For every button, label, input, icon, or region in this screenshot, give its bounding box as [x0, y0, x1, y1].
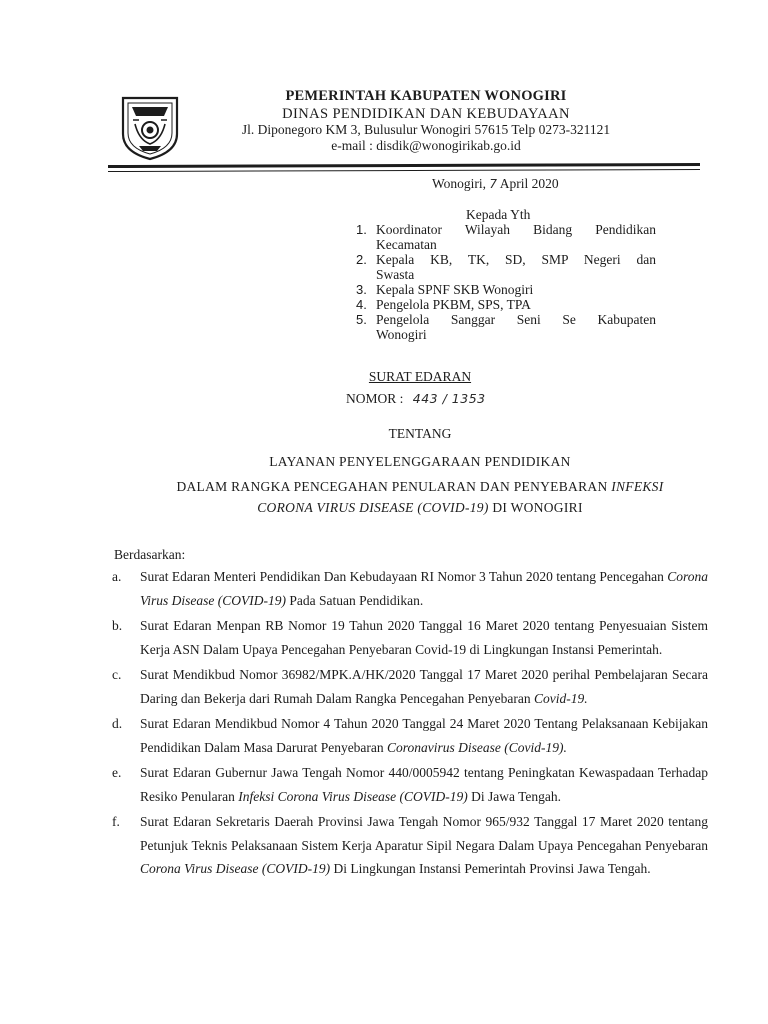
basis-text — [140, 614, 708, 661]
recipient-item — [356, 297, 656, 312]
addressee-heading: Kepada Yth — [466, 207, 531, 222]
recipient-number: 4. — [356, 297, 367, 312]
title-line-2-italic: INFEKSI — [611, 479, 664, 494]
basis-letter: e. — [112, 765, 122, 780]
basis-item — [112, 565, 708, 612]
letterhead-divider-thick — [108, 163, 700, 168]
basis-text — [140, 810, 708, 881]
recipient-list — [356, 222, 656, 342]
circular-number-handwritten: 443 / 1353 — [412, 391, 486, 406]
recipient-line: Kepala KB, TK, SD, SMP Negeri dan — [376, 252, 656, 267]
date-place: Wonogiri, — [432, 176, 487, 191]
recipient-number: 1. — [356, 222, 367, 237]
recipient-item — [356, 222, 656, 252]
title-line-3-italic: CORONA VIRUS DISEASE (COVID-19) — [257, 500, 489, 515]
basis-letter: f. — [112, 814, 120, 829]
title-line-3-plain: DI WONOGIRI — [492, 500, 583, 515]
basis-text-italic: Corona Virus Disease (COVID-19) — [140, 861, 331, 876]
recipient-text — [376, 222, 656, 252]
date-day-handwritten: 7 — [489, 177, 498, 191]
recipient-line: Swasta — [376, 267, 415, 282]
circular-number-label: NOMOR : — [346, 391, 404, 406]
circular-number — [346, 391, 486, 407]
basis-list — [112, 565, 708, 883]
basis-text-plain: Surat Edaran Menteri Pendidikan Dan Kebudayaan RI Nomor 3 Tahun 2020 tentang Pencegahan — [140, 569, 668, 584]
basis-text-plain: Di Jawa Tengah. — [467, 788, 561, 804]
circular-title-line-1: LAYANAN PENYELENGGARAAN PENDIDIKAN — [269, 454, 571, 469]
basis-text-italic: Coronavirus Disease (Covid-19). — [387, 739, 567, 755]
circular-label: SURAT EDARAN — [368, 369, 472, 384]
letter-date — [432, 176, 559, 192]
recipient-number: 5. — [356, 312, 367, 327]
circular-title-line-3 — [140, 500, 700, 516]
recipient-line: Pengelola PKBM, SPS, TPA — [376, 297, 531, 312]
basis-intro: Berdasarkan: — [114, 547, 186, 562]
recipient-item — [356, 252, 656, 282]
basis-item — [112, 761, 708, 808]
basis-letter: d. — [112, 716, 123, 731]
basis-text-plain: Di Lingkungan Instansi Pemerintah Provinsi Jawa Tengah. — [330, 861, 651, 876]
recipient-number: 2. — [356, 252, 367, 267]
recipient-line: Koordinator Wilayah Bidang Pendidikan — [376, 222, 656, 237]
recipient-text — [376, 312, 656, 342]
basis-letter: a. — [112, 569, 122, 584]
basis-text-plain: Surat Mendikbud Nomor 36982/MPK.A/HK/2020 Tanggal 17 Maret 2020 perihal Pembelajaran Secara Daring dan Bekerja dari Rumah Dalam Rangka Pencegahan Penyebaran — [140, 667, 708, 706]
recipient-item — [356, 282, 656, 297]
basis-item — [112, 614, 708, 661]
recipient-line: Wonogiri — [376, 327, 427, 342]
recipient-line: Kepala SPNF SKB Wonogiri — [376, 282, 534, 297]
recipient-line: Pengelola Sanggar Seni Se Kabupaten — [376, 312, 656, 327]
basis-text-plain: Surat Edaran Menpan RB Nomor 19 Tahun 2020 Tanggal 16 Maret 2020 tentang Penyesuaian Sistem Kerja ASN Dalam Upaya Pencegahan Penyebaran Covid-19 di Lingkungan Instansi Pemerintah. — [140, 618, 708, 657]
basis-text-italic: Infeksi Corona Virus Disease (COVID-19) — [238, 788, 468, 804]
basis-text — [140, 663, 708, 710]
recipient-item — [356, 312, 656, 342]
basis-letter: c. — [112, 667, 122, 682]
letterhead-divider-thin — [108, 169, 700, 172]
basis-text — [140, 712, 708, 759]
basis-text-italic: Covid-19. — [533, 690, 588, 706]
basis-text — [140, 761, 708, 808]
regency-emblem-logo — [119, 94, 181, 162]
basis-letter: b. — [112, 618, 123, 633]
circular-title-line-2 — [140, 479, 700, 495]
basis-text-plain: Surat Edaran Sekretaris Daerah Provinsi Jawa Tengah Nomor 965/932 Tanggal 17 Maret 2020 tentang Petunjuk Teknis Pelaksanaan Sistem Kerja Aparatur Sipil Negara Dalam Upaya Pencegahan Penyebaran — [140, 814, 708, 853]
letterhead-government-name: PEMERINTAH KABUPATEN WONOGIRI — [285, 88, 567, 104]
basis-text-plain: Pada Satuan Pendidikan. — [285, 592, 424, 608]
basis-item — [112, 712, 708, 759]
recipient-number: 3. — [356, 282, 367, 297]
letterhead-office-name: DINAS PENDIDIKAN DAN KEBUDAYAAN — [282, 106, 570, 122]
basis-text-plain: Surat Edaran Mendikbud Nomor 4 Tahun 2020 Tanggal 24 Maret 2020 Tentang Pelaksanaan Kebijakan Pendidikan Dalam Masa Darurat Penyebaran — [140, 716, 708, 755]
basis-text-italic: Corona Virus Disease (COVID-19) — [140, 569, 708, 608]
recipient-text — [376, 282, 656, 297]
date-month-year: April 2020 — [499, 176, 559, 191]
basis-item — [112, 663, 708, 710]
basis-item — [112, 810, 708, 881]
basis-text-plain: Surat Edaran Gubernur Jawa Tengah Nomor 440/0005942 tentang Peningkatan Kewaspadaan Terhadap Resiko Penularan — [140, 765, 708, 804]
recipient-text — [376, 252, 656, 282]
letterhead-address: Jl. Diponegoro KM 3, Bulusulur Wonogiri 57615 Telp 0273-321121 — [241, 122, 611, 137]
recipient-text — [376, 297, 656, 312]
circular-about: TENTANG — [388, 426, 452, 441]
title-line-2-plain: DALAM RANGKA PENCEGAHAN PENULARAN DAN PENYEBARAN — [176, 479, 608, 494]
letterhead-email: e-mail : disdik@wonogirikab.go.id — [331, 138, 521, 153]
basis-text — [140, 565, 708, 612]
recipient-line: Kecamatan — [376, 237, 437, 252]
